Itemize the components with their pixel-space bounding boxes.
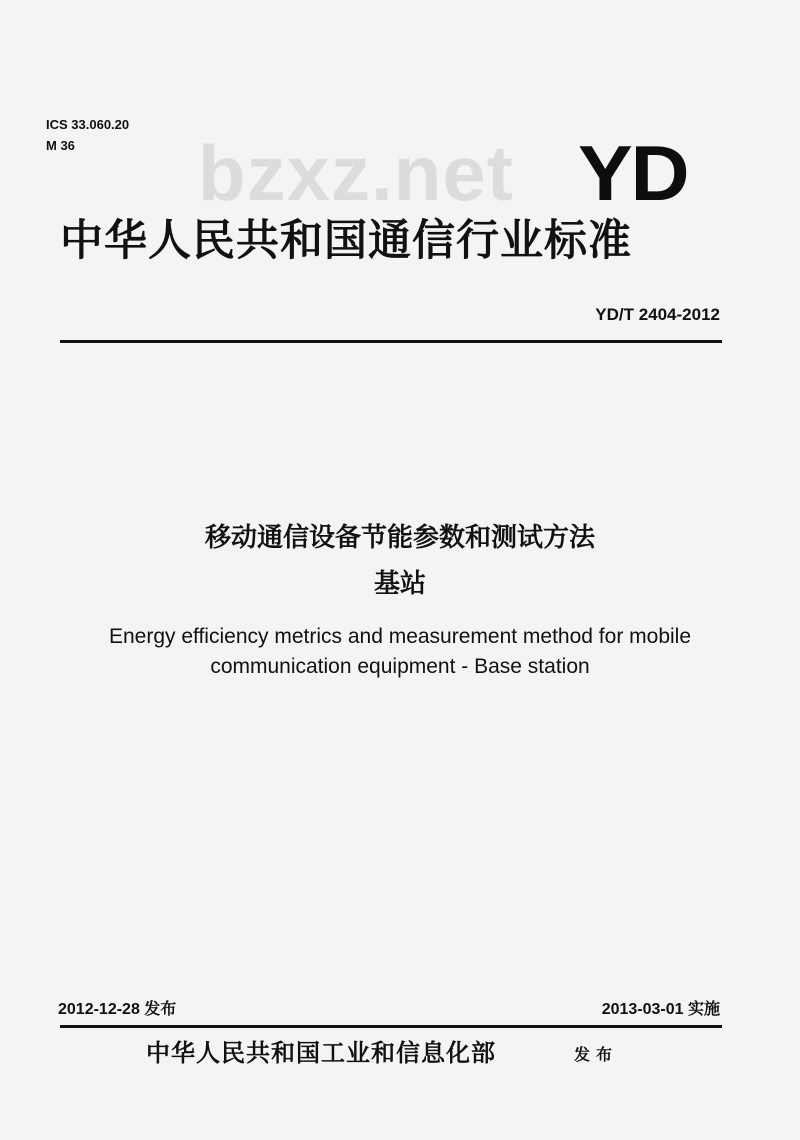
yd-logo: YD [578,129,688,217]
publish-date: 2012-12-28 发布 [58,1001,177,1018]
issue-label: 发布 [574,1045,619,1064]
classification-code: M 36 [46,138,75,153]
implement-date: 2013-03-01 实施 [601,1001,720,1018]
english-title-line-2: communication equipment - Base station [210,655,590,678]
chinese-subtitle: 基站 [373,569,426,599]
ics-code: ICS 33.060.20 [46,117,130,132]
top-divider [60,340,722,343]
english-title [40,622,760,682]
bottom-divider [60,1025,722,1028]
watermark: bzxz.net [198,129,514,217]
chinese-title: 移动通信设备节能参数和测试方法 [204,523,595,553]
standard-number: YD/T 2404-2012 [595,305,720,324]
industry-standard-title: 中华人民共和国通信行业标准 [60,216,632,266]
issuing-authority: 中华人民共和国工业和信息化部 [146,1039,496,1067]
english-title-line-1: Energy efficiency metrics and measurement method for mobile [108,625,692,648]
